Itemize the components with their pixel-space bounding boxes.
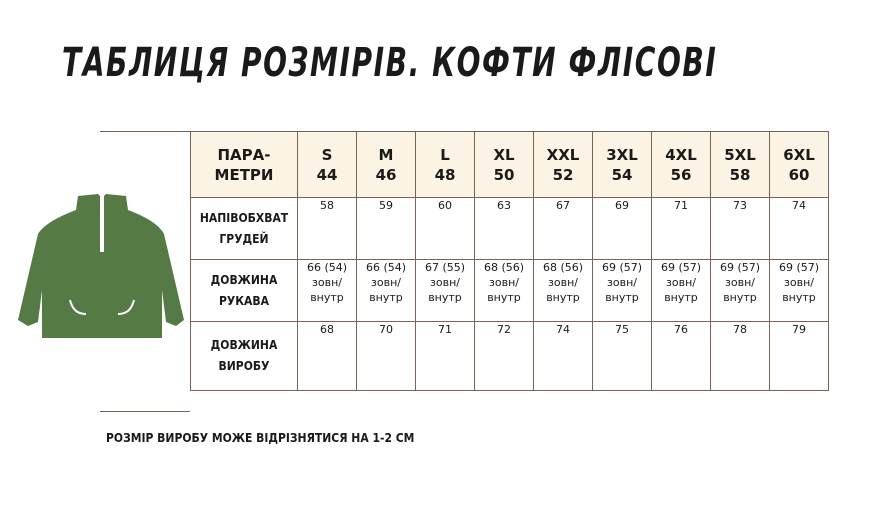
table-cell: 69	[593, 198, 652, 260]
bottom-divider	[100, 411, 190, 412]
top-divider	[100, 131, 190, 132]
table-cell: 59	[357, 198, 416, 260]
table-cell: 71	[416, 322, 475, 391]
table-cell: 70	[357, 322, 416, 391]
table-cell: 74	[534, 322, 593, 391]
size-header: 4XL 56	[652, 132, 711, 198]
table-cell: 68 (56) зовн/ внутр	[534, 260, 593, 322]
size-header: M 46	[357, 132, 416, 198]
table-cell: 63	[475, 198, 534, 260]
size-table	[190, 131, 829, 391]
size-header: L 48	[416, 132, 475, 198]
table-cell: 66 (54) зовн/ внутр	[357, 260, 416, 322]
table-cell: 75	[593, 322, 652, 391]
row-label: ДОВЖИНА ВИРОБУ	[191, 322, 298, 391]
size-header: 5XL 58	[711, 132, 770, 198]
table-cell: 68 (56) зовн/ внутр	[475, 260, 534, 322]
size-header: 6XL 60	[770, 132, 829, 198]
row-label: НАПІВОБХВАТ ГРУДЕЙ	[191, 198, 298, 260]
header-row	[191, 132, 829, 198]
size-header: 3XL 54	[593, 132, 652, 198]
table-cell: 76	[652, 322, 711, 391]
size-note: РОЗМІР ВИРОБУ МОЖЕ ВІДРІЗНЯТИСЯ НА 1-2 СМ	[106, 431, 415, 445]
page-title: ТАБЛИЦЯ РОЗМІРІВ. КОФТИ ФЛІСОВІ	[62, 40, 718, 86]
table-cell: 74	[770, 198, 829, 260]
table-cell: 66 (54) зовн/ внутр	[298, 260, 357, 322]
table-cell: 78	[711, 322, 770, 391]
table-cell: 69 (57) зовн/ внутр	[652, 260, 711, 322]
table-cell: 67 (55) зовн/ внутр	[416, 260, 475, 322]
row-label: ДОВЖИНА РУКАВА	[191, 260, 298, 322]
table-cell: 58	[298, 198, 357, 260]
table-cell: 73	[711, 198, 770, 260]
table-cell: 71	[652, 198, 711, 260]
size-header: XL 50	[475, 132, 534, 198]
table-cell: 67	[534, 198, 593, 260]
table-cell: 68	[298, 322, 357, 391]
table-cell: 79	[770, 322, 829, 391]
parameters-header: ПАРА- МЕТРИ	[191, 132, 298, 198]
table-cell: 60	[416, 198, 475, 260]
size-header: S 44	[298, 132, 357, 198]
table-cell: 72	[475, 322, 534, 391]
table-row	[191, 260, 829, 322]
size-header: XXL 52	[534, 132, 593, 198]
table-row	[191, 198, 829, 260]
table-cell: 69 (57) зовн/ внутр	[770, 260, 829, 322]
table-cell: 69 (57) зовн/ внутр	[593, 260, 652, 322]
table-row	[191, 322, 829, 391]
fleece-jacket-icon	[14, 190, 186, 340]
table-cell: 69 (57) зовн/ внутр	[711, 260, 770, 322]
